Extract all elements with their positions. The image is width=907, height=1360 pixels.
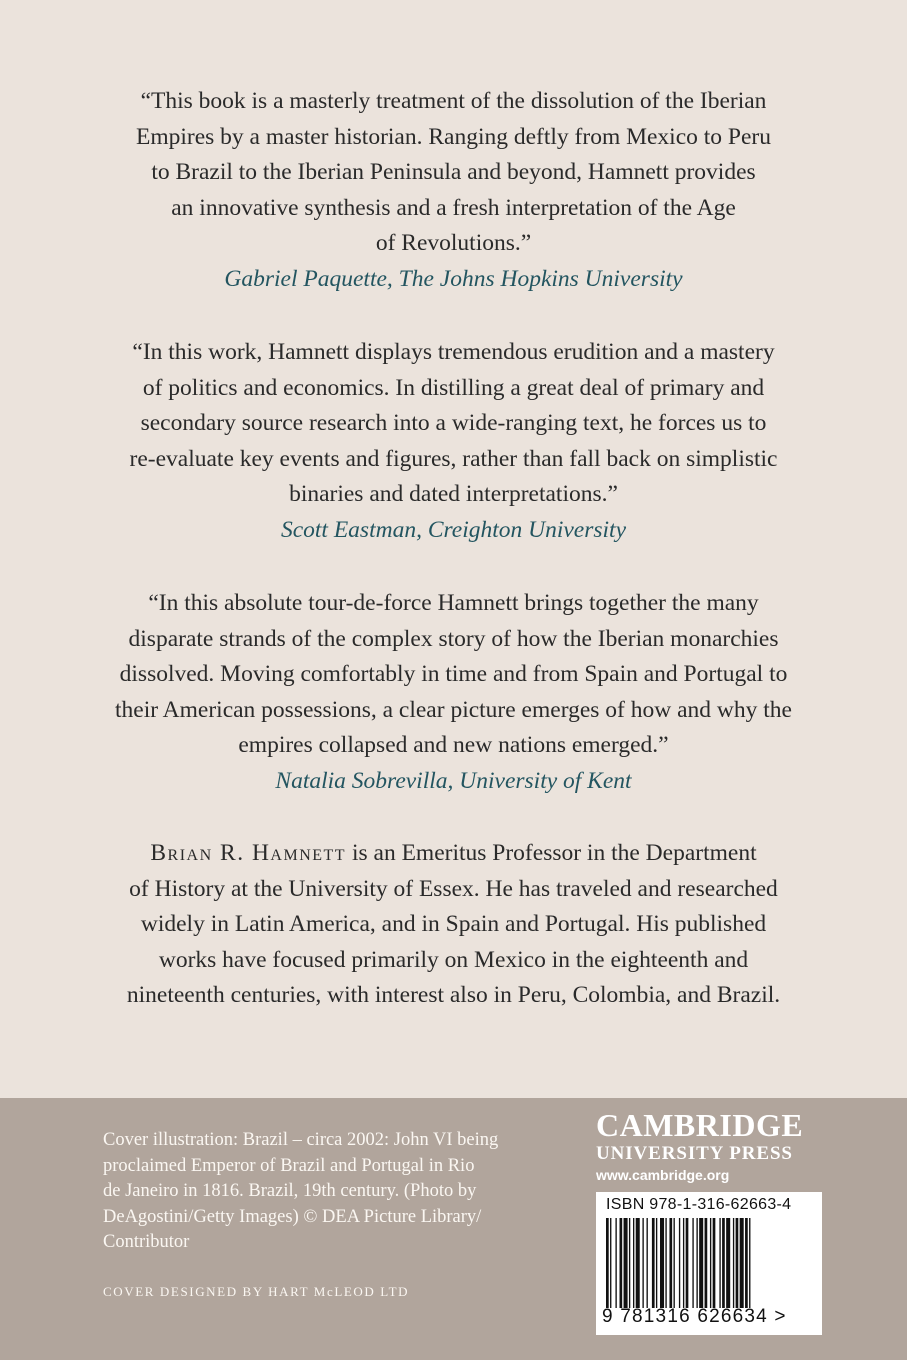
bio-line-2: of History at the University of Essex. He has traveled and researched: [129, 875, 778, 902]
isbn-label: ISBN 978-1-316-62663-4: [606, 1196, 792, 1213]
designer-credit: COVER DESIGNED BY HART McLEOD LTD: [103, 1284, 410, 1299]
review-3-line-3: dissolved. Moving comfortably in time and from Spain and Portugal to: [119, 661, 788, 687]
footer-band: [0, 1098, 907, 1360]
review-2: [0, 335, 907, 548]
publisher-subtitle: UNIVERSITY PRESS: [596, 1143, 793, 1164]
bio-line-1: [0, 836, 907, 872]
review-1: [0, 84, 907, 297]
barcode-icon: [606, 1218, 812, 1308]
review-2-line-4: re-evaluate key events and figures, rather than fall back on simplistic: [129, 445, 778, 472]
author-bio: [0, 836, 907, 1014]
author-name: Brian R. Hamnett: [150, 840, 347, 866]
review-1-line-1: “This book is a masterly treatment of the dissolution of the Iberian: [140, 88, 767, 114]
publisher-name: CAMBRIDGE: [596, 1107, 804, 1143]
credit-line-1: Cover illustration: Brazil – circa 2002: John VI being: [103, 1130, 499, 1150]
publisher-logo: [596, 1106, 826, 1186]
cover-credit: [103, 1128, 543, 1256]
bio-line-5: nineteenth centuries, with interest also in Peru, Colombia, and Brazil.: [126, 982, 781, 1008]
credit-line-5: Contributor: [103, 1232, 190, 1252]
review-3-attribution: Natalia Sobrevilla, University of Kent: [275, 767, 632, 794]
publisher-url: www.cambridge.org: [596, 1167, 730, 1183]
barcode-digits: 9 781316 626634 >: [602, 1306, 787, 1327]
bio-line-4: works have focused primarily on Mexico in the eighteenth and: [158, 946, 749, 973]
credit-line-4: DeAgostini/Getty Images) © DEA Picture Library/: [103, 1206, 482, 1227]
reviews-section: [0, 84, 907, 799]
review-3-line-2: disparate strands of the complex story of how the Iberian monarchies: [128, 625, 779, 652]
credit-line-2: proclaimed Emperor of Brazil and Portugal in Rio: [103, 1155, 475, 1176]
review-1-line-2: Empires by a master historian. Ranging deftly from Mexico to Peru: [135, 123, 772, 150]
bio-line-1-rest: is an Emeritus Professor in the Department: [346, 840, 757, 866]
review-3: [0, 586, 907, 799]
review-2-line-3: secondary source research into a wide-ranging text, he forces us to: [140, 410, 767, 436]
review-3-line-5: empires collapsed and new nations emerged.”: [238, 732, 669, 758]
review-1-line-5: of Revolutions.”: [375, 230, 532, 256]
review-1-attribution: Gabriel Paquette, The Johns Hopkins University: [224, 265, 683, 292]
review-2-attribution: Scott Eastman, Creighton University: [280, 516, 627, 543]
review-1-line-3: to Brazil to the Iberian Peninsula and beyond, Hamnett provides: [151, 159, 756, 185]
credit-line-3: de Janeiro in 1816. Brazil, 19th century. (Photo by: [103, 1181, 477, 1201]
review-2-line-2: of politics and economics. In distilling a great deal of primary and: [142, 374, 765, 401]
review-2-line-5: binaries and dated interpretations.”: [289, 481, 618, 507]
review-3-line-1: “In this absolute tour-de-force Hamnett brings together the many: [148, 590, 759, 616]
review-3-line-4: their American possessions, a clear picture emerges of how and why the: [115, 696, 792, 723]
barcode-panel: [596, 1192, 822, 1335]
review-1-line-4: an innovative synthesis and a fresh interpretation of the Age: [171, 194, 736, 221]
review-2-line-1: “In this work, Hamnett displays tremendous erudition and a mastery: [132, 339, 775, 365]
bio-line-3: widely in Latin America, and in Spain and Portugal. His published: [140, 911, 767, 937]
